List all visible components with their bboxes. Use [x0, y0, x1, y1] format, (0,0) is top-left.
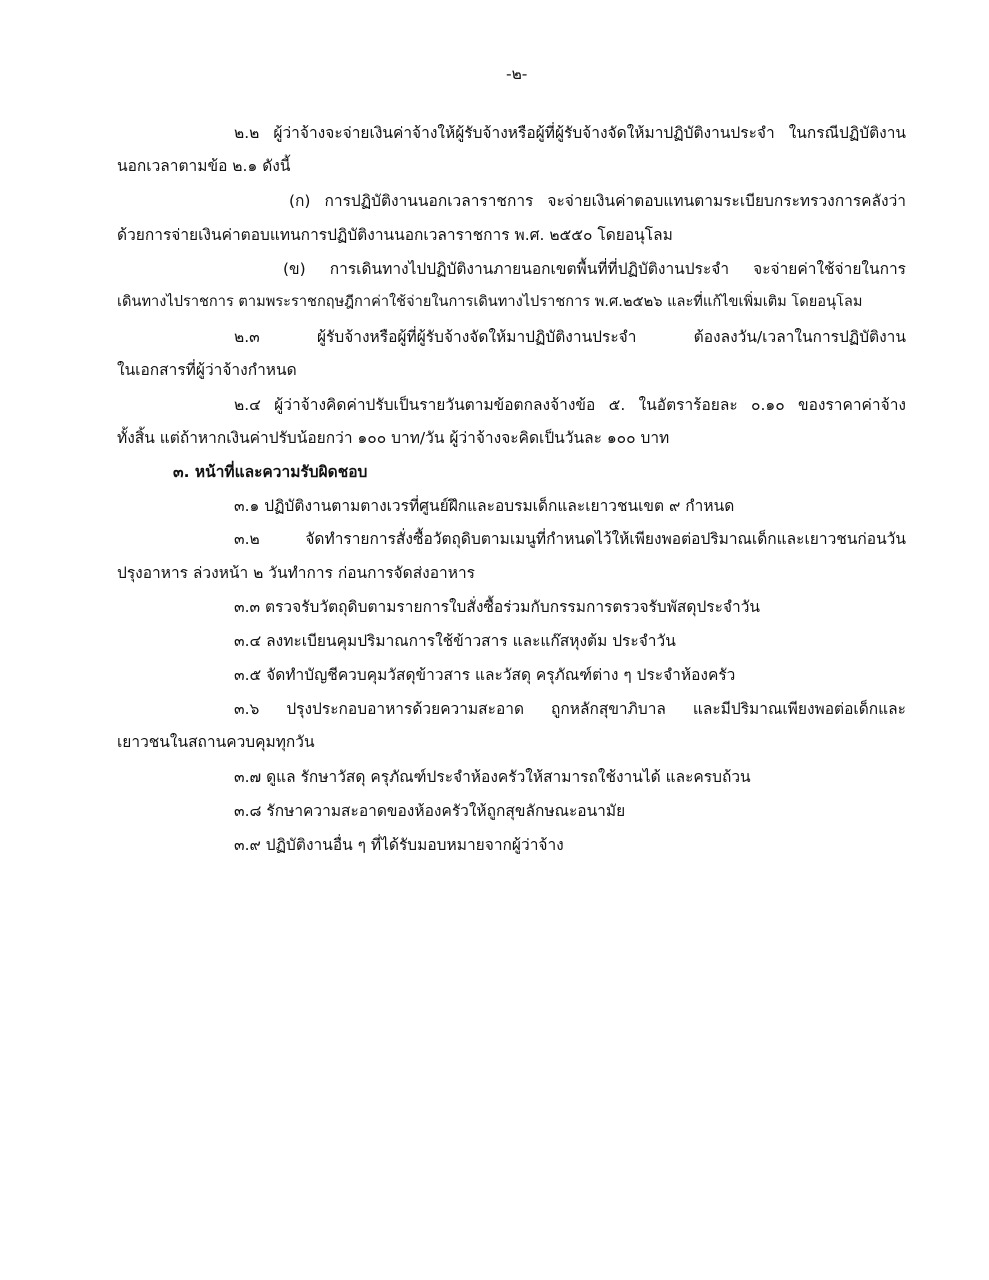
clause-3-3: ๓.๓ ตรวจรับวัตถุดิบตามรายการใบสั่งซื้อร่วมกับกรรมการตรวจรับพัสดุประจำวัน	[234, 598, 761, 616]
clause-3-2-line-2: ปรุงอาหาร ล่วงหน้า ๒ วันทำการ ก่อนการจัดส่งอาหาร	[117, 564, 475, 582]
clause-2-3-line-2: ในเอกสารที่ผู้ว่าจ้างกำหนด	[117, 361, 297, 379]
clause-3-2-line-1: ๓.๒ จัดทำรายการสั่งซื้อวัตถุดิบตามเมนูที่กำหนดไว้ให้เพียงพอต่อปริมาณเด็กและเยาวชนก่อนวัน	[234, 530, 906, 548]
section-3-heading: ๓. หน้าที่และความรับผิดชอบ	[173, 463, 368, 481]
clause-3-8: ๓.๘ รักษาความสะอาดของห้องครัวให้ถูกสุขลักษณะอนามัย	[234, 802, 626, 820]
clause-2-2-line-1: ๒.๒ ผู้ว่าจ้างจะจ่ายเงินค่าจ้างให้ผู้รับจ้างหรือผู้ที่ผู้รับจ้างจัดให้มาปฏิบัติงานประจำ ในกรณีปฏิบัติงาน	[234, 124, 906, 142]
page-number: -๒-	[506, 65, 528, 83]
clause-2-4-line-1: ๒.๔ ผู้ว่าจ้างคิดค่าปรับเป็นรายวันตามข้อตกลงจ้างข้อ ๕. ในอัตราร้อยละ ๐.๑๐ ของราคาค่าจ้าง	[234, 396, 906, 414]
clause-3-6-line-2: เยาวชนในสถานควบคุมทุกวัน	[117, 733, 315, 751]
clause-3-6-line-1: ๓.๖ ปรุงประกอบอาหารด้วยความสะอาด ถูกหลักสุขาภิบาล และมีปริมาณเพียงพอต่อเด็กและ	[234, 700, 906, 718]
clause-2-3-line-1: ๒.๓ ผู้รับจ้างหรือผู้ที่ผู้รับจ้างจัดให้มาปฏิบัติงานประจำ ต้องลงวัน/เวลาในการปฏิบัติงาน	[234, 328, 906, 346]
clause-2-4-line-2: ทั้งสิ้น แต่ถ้าหากเงินค่าปรับน้อยกว่า ๑๐๐ บาท/วัน ผู้ว่าจ้างจะคิดเป็นวันละ ๑๐๐ บาท	[117, 429, 670, 447]
clause-3-9: ๓.๙ ปฏิบัติงานอื่น ๆ ที่ได้รับมอบหมายจากผู้ว่าจ้าง	[234, 836, 564, 854]
clause-3-1: ๓.๑ ปฏิบัติงานตามตางเวรที่ศูนย์ฝึกและอบรมเด็กและเยาวชนเขต ๙ กำหนด	[234, 497, 735, 515]
clause-2-2-line-2: นอกเวลาตามข้อ ๒.๑ ดังนี้	[117, 157, 291, 175]
clause-2-2-b-line-1: (ข) การเดินทางไปปฏิบัติงานภายนอกเขตพื้นที่ที่ปฏิบัติงานประจำ จะจ่ายค่าใช้จ่ายในการ	[283, 260, 906, 278]
clause-3-4: ๓.๔ ลงทะเบียนคุมปริมาณการใช้ข้าวสาร และแก๊สหุงต้ม ประจำวัน	[234, 632, 676, 650]
clause-2-2-a-line-2: ด้วยการจ่ายเงินค่าตอบแทนการปฏิบัติงานนอกเวลาราชการ พ.ศ. ๒๕๕๐ โดยอนุโลม	[117, 226, 673, 244]
clause-2-2-b-line-2: เดินทางไปราชการ ตามพระราชกฤษฎีกาค่าใช้จ่ายในการเดินทางไปราชการ พ.ศ.๒๕๒๖ และที่แก้ไขเพิ่มเติม โดยอนุโลม	[117, 293, 863, 310]
clause-3-5: ๓.๕ จัดทำบัญชีควบคุมวัสดุข้าวสาร และวัสดุ ครุภัณฑ์ต่าง ๆ ประจำห้องครัว	[234, 666, 736, 684]
clause-2-2-a-line-1: (ก) การปฏิบัติงานนอกเวลาราชการ จะจ่ายเงินค่าตอบแทนตามระเบียบกระทรวงการคลังว่า	[289, 192, 906, 210]
clause-3-7: ๓.๗ ดูแล รักษาวัสดุ ครุภัณฑ์ประจำห้องครัวให้สามารถใช้งานได้ และครบถ้วน	[234, 768, 751, 786]
